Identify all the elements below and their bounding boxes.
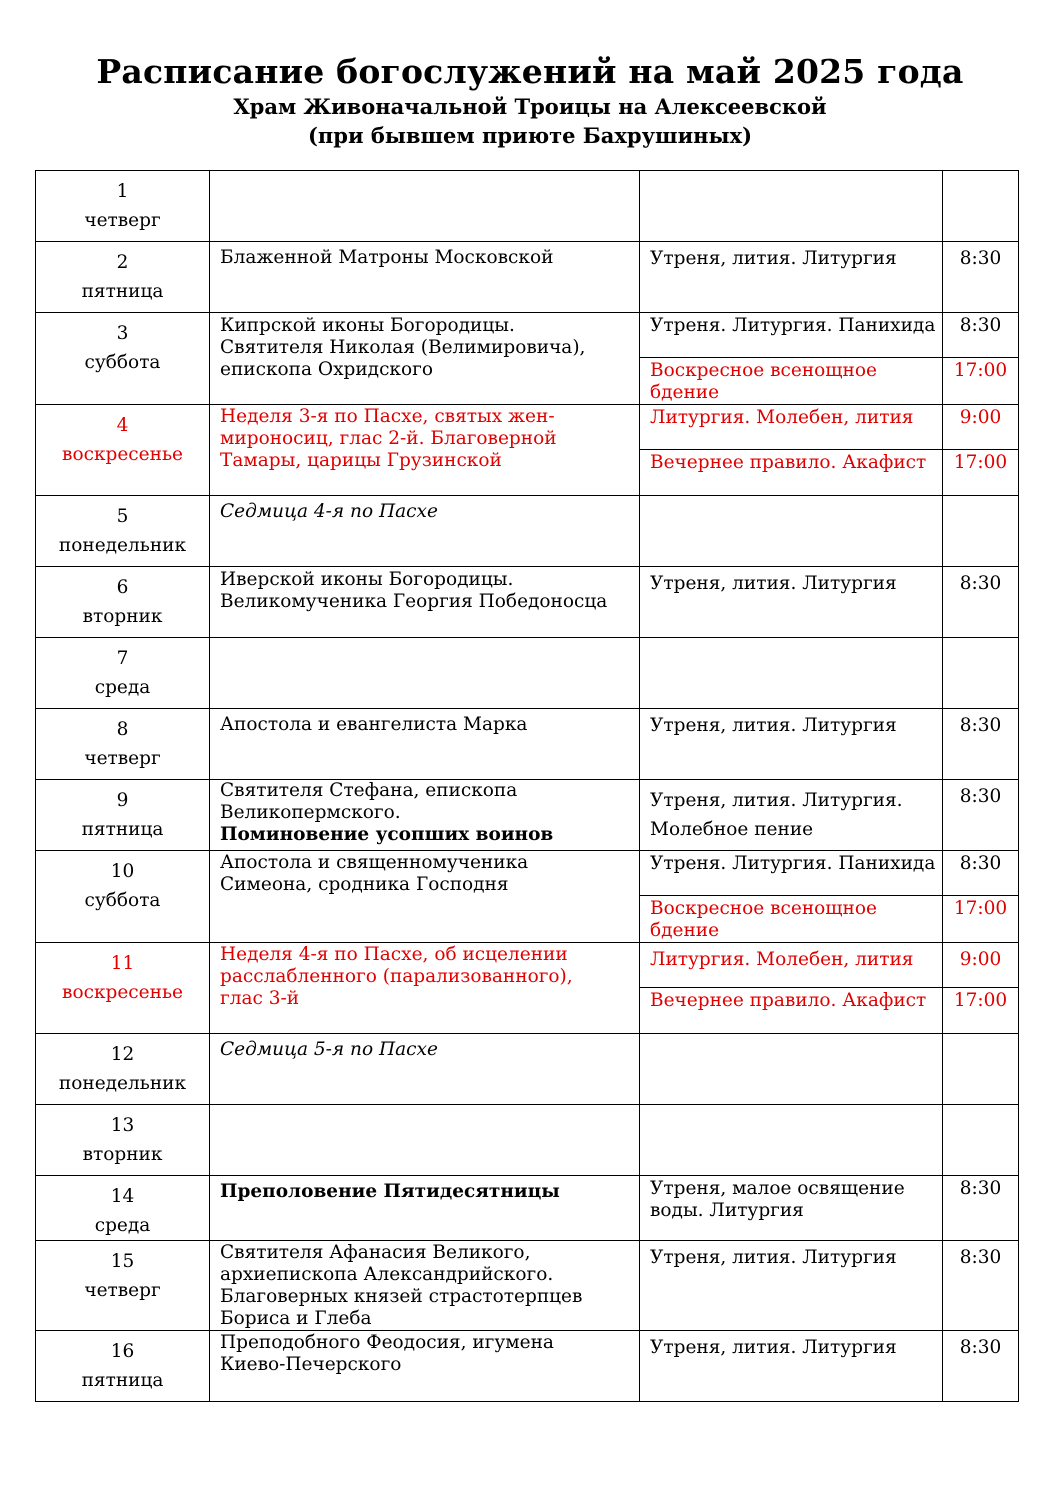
service-name: Воскресное всенощное бдение (650, 360, 877, 403)
service-time: 8:30 (959, 1178, 1002, 1199)
feast-cell (210, 313, 640, 405)
day-cell (36, 1034, 210, 1105)
table-row (36, 1176, 1019, 1241)
time-cell (943, 450, 1019, 496)
day-number: 1 (116, 181, 129, 202)
feast-line: Блаженной Матроны Московской (220, 247, 554, 268)
day-number: 12 (110, 1044, 135, 1065)
time-cell (943, 988, 1019, 1034)
day-cell (36, 405, 210, 496)
feast-cell (210, 496, 640, 567)
table-row (36, 313, 1019, 358)
table-row (36, 171, 1019, 242)
feast-line-bold: Преполовение Пятидесятницы (220, 1181, 560, 1202)
feast-cell (210, 567, 640, 638)
document-header (0, 52, 1060, 150)
table-row (36, 1241, 1019, 1331)
service-time: 17:00 (953, 990, 1008, 1011)
time-cell (943, 242, 1019, 313)
table-row (36, 780, 1019, 851)
service-cell (640, 1105, 943, 1176)
feast-line: мироносиц, глас 2-й. Благоверной (220, 428, 557, 449)
day-cell (36, 709, 210, 780)
page-title: Расписание богослужений на май 2025 года (96, 52, 964, 91)
feast-cell (210, 1105, 640, 1176)
time-cell (943, 313, 1019, 358)
weekday: понедельник (58, 1073, 187, 1094)
weekday: среда (94, 1215, 151, 1236)
feast-line: Кипрской иконы Богородицы. (220, 315, 515, 336)
service-cell (640, 1034, 943, 1105)
day-number: 15 (110, 1251, 135, 1272)
time-cell (943, 496, 1019, 567)
weekday: пятница (81, 819, 164, 840)
day-cell (36, 1241, 210, 1331)
schedule-table (35, 170, 1019, 1402)
service-cell (640, 313, 943, 358)
day-cell (36, 943, 210, 1034)
time-cell (943, 358, 1019, 405)
feast-line: Преподобного Феодосия, игумена (220, 1332, 554, 1353)
day-cell (36, 171, 210, 242)
church-name: Храм Живоначальной Троицы на Алексеевской (233, 94, 827, 119)
service-time: 8:30 (959, 248, 1002, 269)
weekday: пятница (81, 281, 164, 302)
day-number: 5 (116, 506, 129, 527)
table-row (36, 405, 1019, 450)
weekday: четверг (84, 1280, 161, 1301)
weekday: суббота (84, 352, 161, 373)
weekday: вторник (82, 1144, 163, 1165)
day-cell (36, 851, 210, 943)
service-cell (640, 405, 943, 450)
weekday: среда (94, 677, 151, 698)
time-cell (943, 567, 1019, 638)
day-cell (36, 242, 210, 313)
feast-cell (210, 1176, 640, 1241)
day-cell (36, 496, 210, 567)
time-cell (943, 780, 1019, 851)
service-cell (640, 988, 943, 1034)
service-time: 8:30 (959, 573, 1002, 594)
service-cell (640, 896, 943, 943)
time-cell (943, 1105, 1019, 1176)
table-row (36, 709, 1019, 780)
table-row (36, 242, 1019, 313)
service-time: 8:30 (959, 315, 1002, 336)
weekday: вторник (82, 606, 163, 627)
service-cell (640, 780, 943, 851)
time-cell (943, 1241, 1019, 1331)
feast-line: Тамары, царицы Грузинской (220, 450, 502, 471)
day-number: 11 (110, 953, 135, 974)
day-cell (36, 567, 210, 638)
day-number: 13 (110, 1115, 135, 1136)
table-row (36, 567, 1019, 638)
feast-cell (210, 943, 640, 1034)
feast-line: расслабленного (парализованного), (220, 966, 573, 987)
feast-line: Иверской иконы Богородицы. (220, 569, 514, 590)
feast-cell (210, 709, 640, 780)
table-row (36, 1105, 1019, 1176)
feast-line: Великомученика Георгия Победоносца (220, 591, 608, 612)
feast-line: Седмица 5-я по Пасхе (220, 1039, 438, 1060)
service-name: Утреня, лития. Литургия (650, 1247, 897, 1268)
service-name: Утреня. Литургия. Панихида (650, 853, 936, 874)
service-name: Воскресное всенощное бдение (650, 898, 877, 941)
service-cell (640, 638, 943, 709)
feast-line: Бориса и Глеба (220, 1308, 372, 1329)
feast-line: епископа Охридского (220, 359, 433, 380)
day-number: 14 (110, 1186, 135, 1207)
service-time: 8:30 (959, 786, 1002, 807)
feast-line: Киево-Печерского (220, 1354, 402, 1375)
service-cell (640, 1331, 943, 1402)
feast-line: Апостола и евангелиста Марка (220, 714, 528, 735)
feast-cell (210, 638, 640, 709)
service-cell (640, 567, 943, 638)
service-name: Утреня, малое освящение воды. Литургия (650, 1178, 905, 1221)
feast-cell (210, 780, 640, 851)
service-cell (640, 709, 943, 780)
service-time: 9:00 (959, 407, 1002, 428)
weekday: суббота (84, 890, 161, 911)
day-number: 7 (116, 648, 129, 669)
service-time: 8:30 (959, 1337, 1002, 1358)
church-note: (при бывшем приюте Бахрушиных) (307, 123, 753, 148)
weekday: воскресенье (62, 982, 183, 1003)
service-name: Утреня, лития. Литургия (650, 248, 897, 269)
table-row (36, 943, 1019, 988)
service-name: Литургия. Молебен, лития (650, 949, 914, 970)
service-name: Утреня, лития. Литургия. (650, 790, 903, 811)
service-cell (640, 943, 943, 988)
day-cell (36, 1105, 210, 1176)
service-name: Утреня, лития. Литургия (650, 573, 897, 594)
time-cell (943, 1331, 1019, 1402)
weekday: пятница (81, 1370, 164, 1391)
service-time: 9:00 (959, 949, 1002, 970)
service-cell (640, 1176, 943, 1241)
feast-line: Неделя 3-я по Пасхе, святых жен- (220, 406, 555, 427)
day-number: 6 (116, 577, 129, 598)
service-time: 8:30 (959, 853, 1002, 874)
feast-cell (210, 1034, 640, 1105)
feast-line-bold: Поминовение усопших воинов (220, 824, 554, 845)
day-number: 9 (116, 790, 129, 811)
time-cell (943, 171, 1019, 242)
service-name: Утреня, лития. Литургия (650, 715, 897, 736)
weekday: четверг (84, 210, 161, 231)
time-cell (943, 896, 1019, 943)
table-row (36, 638, 1019, 709)
feast-line: Святителя Афанасия Великого, (220, 1242, 531, 1263)
feast-cell (210, 851, 640, 943)
time-cell (943, 405, 1019, 450)
feast-line: Седмица 4-я по Пасхе (220, 501, 438, 522)
time-cell (943, 943, 1019, 988)
feast-line: Симеона, сродника Господня (220, 874, 509, 895)
day-cell (36, 780, 210, 851)
service-time: 8:30 (959, 715, 1002, 736)
weekday: понедельник (58, 535, 187, 556)
service-name: Утреня, лития. Литургия (650, 1337, 897, 1358)
day-cell (36, 638, 210, 709)
day-number: 3 (116, 323, 129, 344)
table-row (36, 496, 1019, 567)
service-cell (640, 851, 943, 896)
service-cell (640, 1241, 943, 1331)
time-cell (943, 851, 1019, 896)
table-row (36, 1034, 1019, 1105)
service-name: Молебное пение (650, 819, 814, 840)
service-name: Утреня. Литургия. Панихида (650, 315, 936, 336)
feast-line: Великопермского. (220, 802, 401, 823)
service-cell (640, 171, 943, 242)
feast-line: архиепископа Александрийского. (220, 1264, 554, 1285)
time-cell (943, 1176, 1019, 1241)
table-row (36, 1331, 1019, 1402)
day-number: 2 (116, 252, 129, 273)
service-time: 17:00 (953, 898, 1008, 919)
feast-line: Святителя Стефана, епископа (220, 780, 518, 801)
feast-cell (210, 171, 640, 242)
service-name: Вечернее правило. Акафист (650, 990, 927, 1011)
time-cell (943, 709, 1019, 780)
service-time: 17:00 (953, 360, 1008, 381)
service-cell (640, 450, 943, 496)
feast-line: Благоверных князей страстотерпцев (220, 1286, 583, 1307)
day-cell (36, 313, 210, 405)
feast-cell (210, 405, 640, 496)
service-cell (640, 496, 943, 567)
day-number: 16 (110, 1341, 135, 1362)
feast-line: глас 3-й (220, 988, 300, 1009)
day-number: 4 (116, 415, 129, 436)
feast-cell (210, 1331, 640, 1402)
weekday: воскресенье (62, 444, 183, 465)
time-cell (943, 638, 1019, 709)
feast-cell (210, 242, 640, 313)
service-cell (640, 242, 943, 313)
service-cell (640, 358, 943, 405)
weekday: четверг (84, 748, 161, 769)
feast-line: Неделя 4-я по Пасхе, об исцелении (220, 944, 568, 965)
feast-line: Святителя Николая (Велимировича), (220, 337, 586, 358)
day-number: 10 (110, 861, 135, 882)
service-time: 17:00 (953, 452, 1008, 473)
day-cell (36, 1331, 210, 1402)
service-name: Литургия. Молебен, лития (650, 407, 914, 428)
service-time: 8:30 (959, 1247, 1002, 1268)
table-row (36, 851, 1019, 896)
feast-line: Апостола и священномученика (220, 852, 529, 873)
day-cell (36, 1176, 210, 1241)
time-cell (943, 1034, 1019, 1105)
feast-cell (210, 1241, 640, 1331)
day-number: 8 (116, 719, 129, 740)
service-name: Вечернее правило. Акафист (650, 452, 927, 473)
